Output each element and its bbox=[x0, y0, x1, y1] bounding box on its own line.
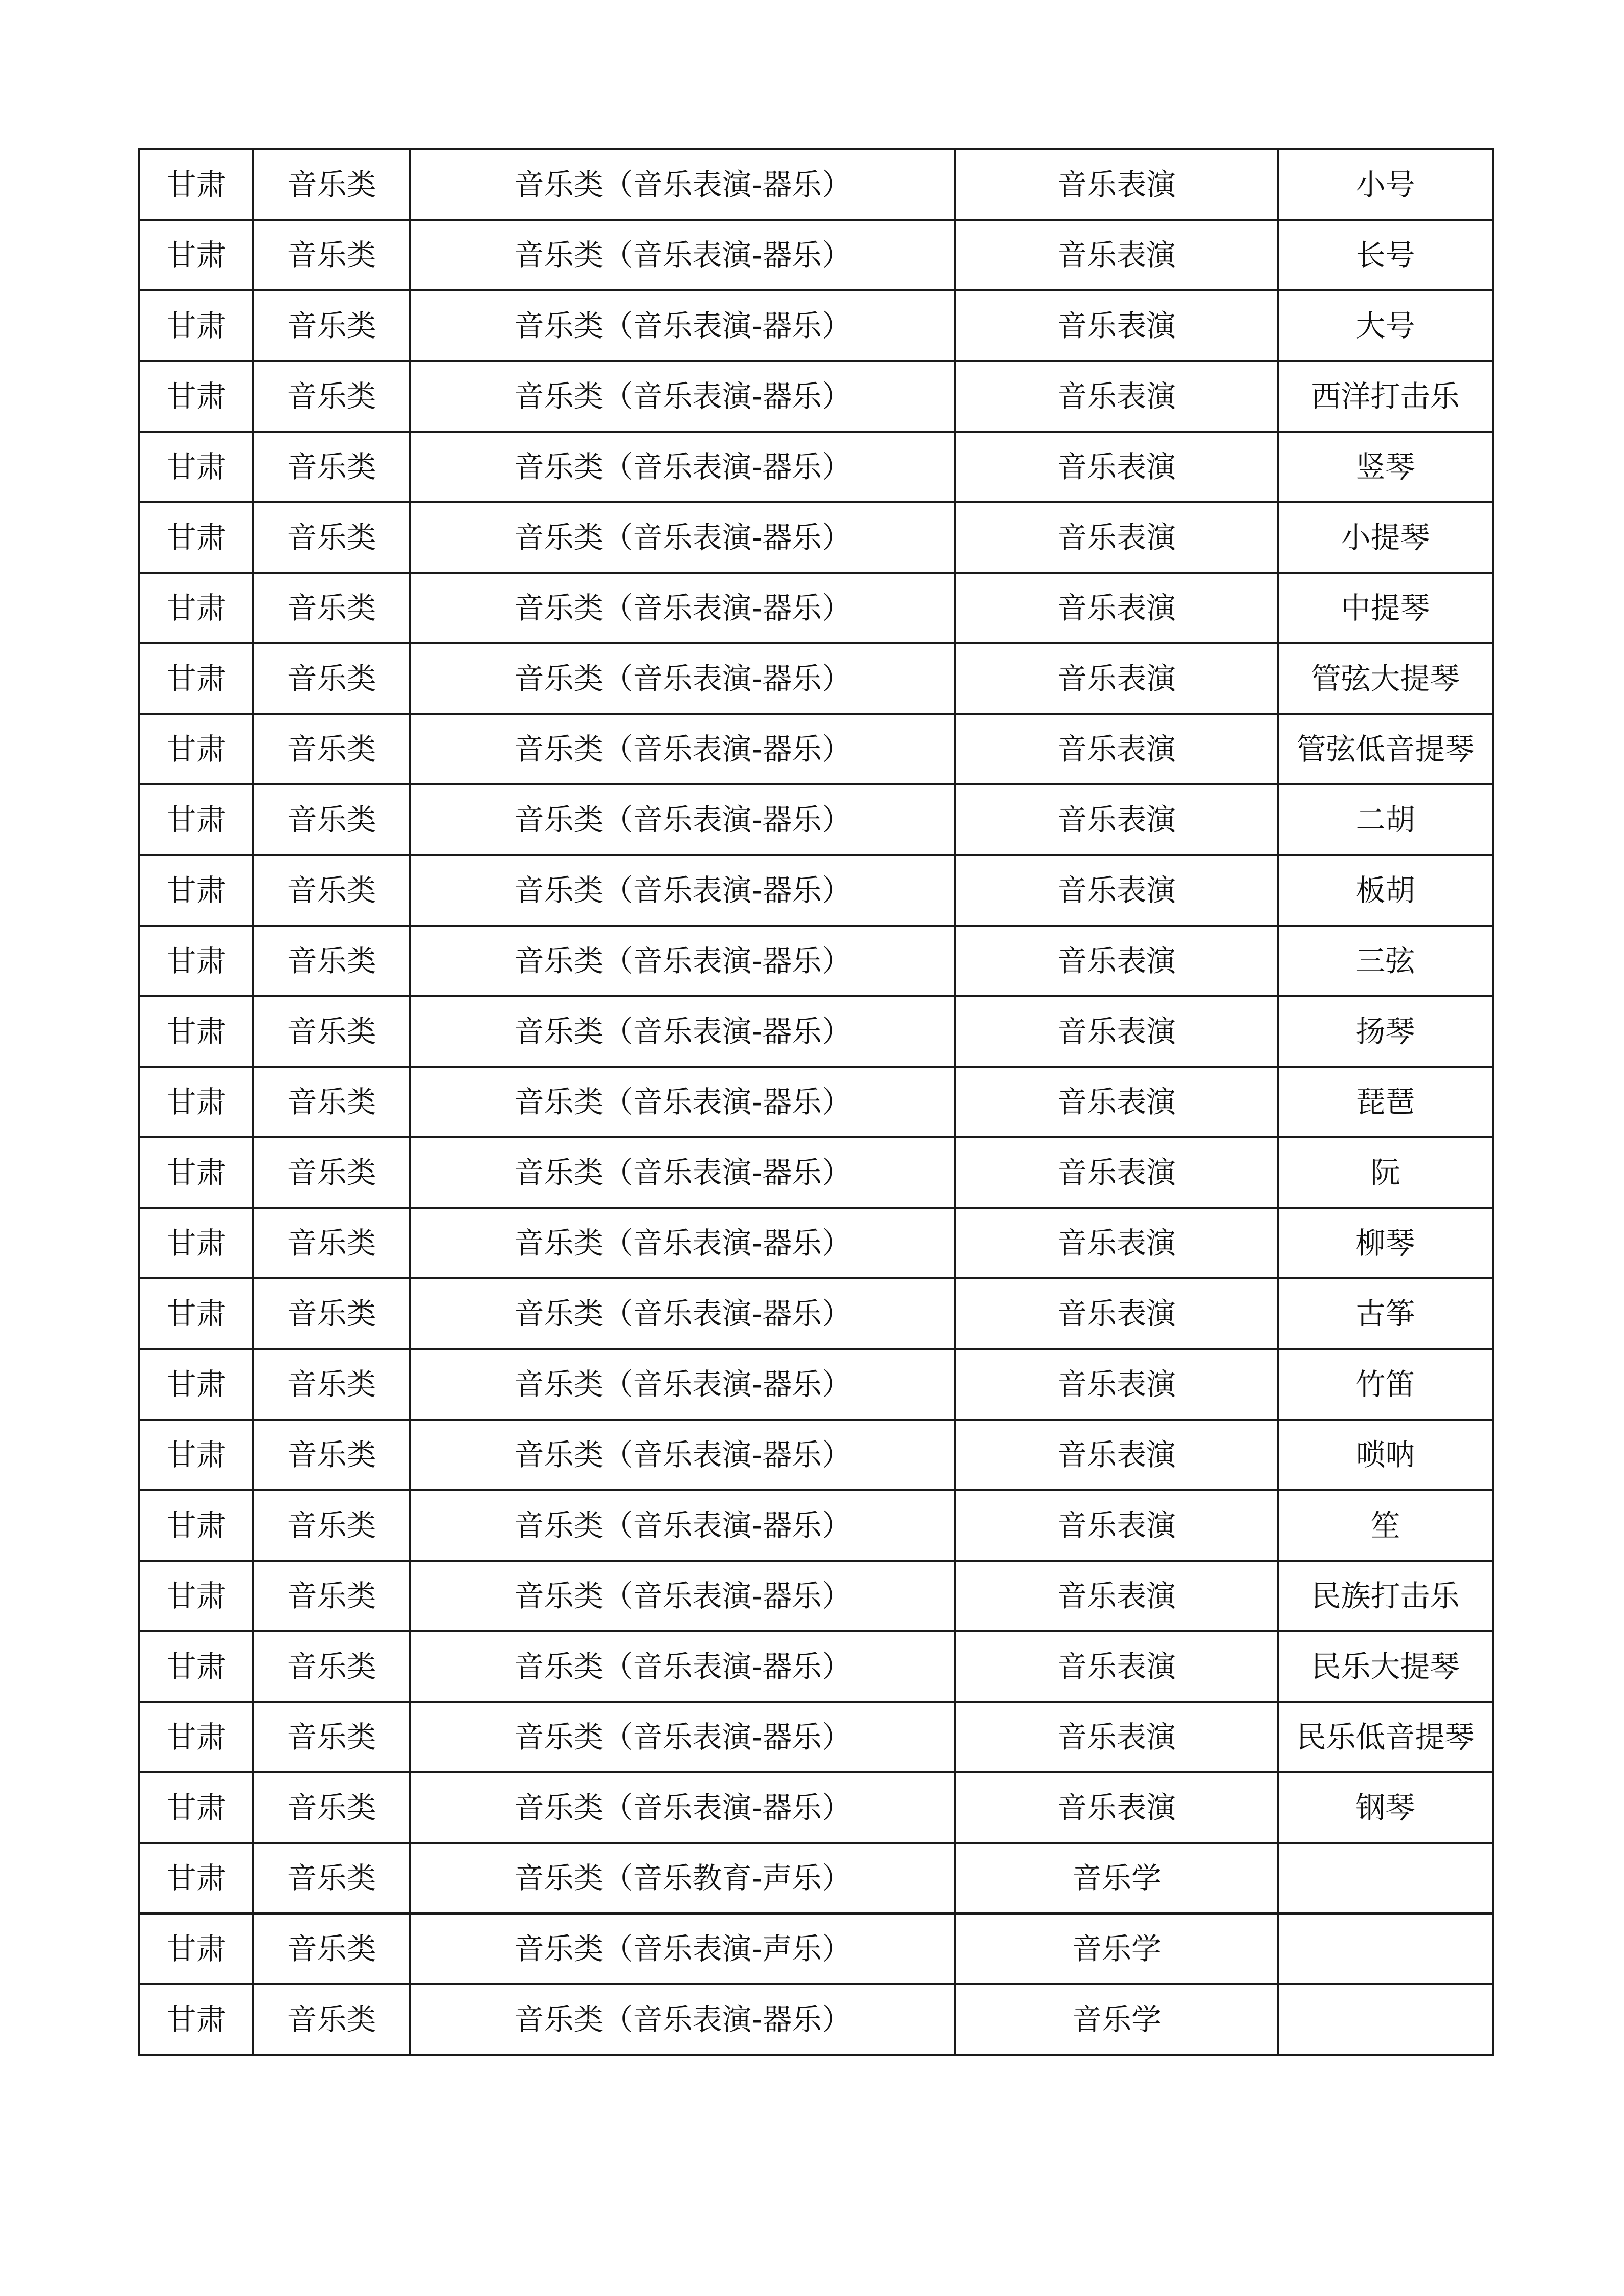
exam-type-cell: 音乐类（音乐表演-器乐） bbox=[410, 290, 955, 361]
exam-type-cell: 音乐类（音乐表演-器乐） bbox=[410, 996, 955, 1067]
instrument-cell: 唢呐 bbox=[1278, 1420, 1493, 1490]
major-cell: 音乐表演 bbox=[955, 149, 1278, 220]
instrument-cell: 钢琴 bbox=[1278, 1772, 1493, 1843]
instrument-cell: 民乐大提琴 bbox=[1278, 1631, 1493, 1702]
major-cell: 音乐表演 bbox=[955, 784, 1278, 855]
province-cell: 甘肃 bbox=[139, 1420, 253, 1490]
exam-type-cell: 音乐类（音乐表演-器乐） bbox=[410, 432, 955, 502]
exam-type-cell: 音乐类（音乐表演-器乐） bbox=[410, 855, 955, 926]
category-cell: 音乐类 bbox=[253, 1772, 410, 1843]
exam-type-cell: 音乐类（音乐表演-器乐） bbox=[410, 1208, 955, 1278]
category-cell: 音乐类 bbox=[253, 1561, 410, 1631]
table-row bbox=[139, 361, 1493, 432]
exam-type-cell: 音乐类（音乐表演-器乐） bbox=[410, 926, 955, 996]
category-cell: 音乐类 bbox=[253, 855, 410, 926]
exam-type-cell: 音乐类（音乐表演-器乐） bbox=[410, 1349, 955, 1420]
category-cell: 音乐类 bbox=[253, 784, 410, 855]
province-cell: 甘肃 bbox=[139, 1843, 253, 1914]
province-cell: 甘肃 bbox=[139, 1067, 253, 1137]
table-row bbox=[139, 714, 1493, 784]
province-cell: 甘肃 bbox=[139, 714, 253, 784]
category-cell: 音乐类 bbox=[253, 1490, 410, 1561]
instrument-cell: 西洋打击乐 bbox=[1278, 361, 1493, 432]
major-cell: 音乐表演 bbox=[955, 1278, 1278, 1349]
major-cell: 音乐表演 bbox=[955, 926, 1278, 996]
table-row bbox=[139, 502, 1493, 573]
province-cell: 甘肃 bbox=[139, 573, 253, 643]
instrument-cell: 三弦 bbox=[1278, 926, 1493, 996]
major-cell: 音乐表演 bbox=[955, 502, 1278, 573]
province-cell: 甘肃 bbox=[139, 220, 253, 290]
data-table bbox=[138, 148, 1494, 2056]
table-row bbox=[139, 1137, 1493, 1208]
exam-type-cell: 音乐类（音乐表演-器乐） bbox=[410, 573, 955, 643]
category-cell: 音乐类 bbox=[253, 290, 410, 361]
major-cell: 音乐表演 bbox=[955, 1772, 1278, 1843]
province-cell: 甘肃 bbox=[139, 432, 253, 502]
instrument-cell: 管弦低音提琴 bbox=[1278, 714, 1493, 784]
table-row bbox=[139, 1702, 1493, 1772]
category-cell: 音乐类 bbox=[253, 432, 410, 502]
category-cell: 音乐类 bbox=[253, 149, 410, 220]
major-cell: 音乐表演 bbox=[955, 996, 1278, 1067]
category-cell: 音乐类 bbox=[253, 996, 410, 1067]
table-row bbox=[139, 1631, 1493, 1702]
province-cell: 甘肃 bbox=[139, 1772, 253, 1843]
instrument-cell: 竹笛 bbox=[1278, 1349, 1493, 1420]
instrument-cell: 柳琴 bbox=[1278, 1208, 1493, 1278]
table-row bbox=[139, 1420, 1493, 1490]
category-cell: 音乐类 bbox=[253, 1278, 410, 1349]
category-cell: 音乐类 bbox=[253, 1914, 410, 1984]
province-cell: 甘肃 bbox=[139, 1984, 253, 2055]
table-row bbox=[139, 1278, 1493, 1349]
category-cell: 音乐类 bbox=[253, 361, 410, 432]
instrument-cell: 竖琴 bbox=[1278, 432, 1493, 502]
instrument-cell: 扬琴 bbox=[1278, 996, 1493, 1067]
table-row bbox=[139, 149, 1493, 220]
province-cell: 甘肃 bbox=[139, 1914, 253, 1984]
table-row bbox=[139, 1914, 1493, 1984]
instrument-cell: 小号 bbox=[1278, 149, 1493, 220]
major-cell: 音乐表演 bbox=[955, 1420, 1278, 1490]
instrument-cell: 民乐低音提琴 bbox=[1278, 1702, 1493, 1772]
instrument-cell: 二胡 bbox=[1278, 784, 1493, 855]
table-row bbox=[139, 1561, 1493, 1631]
major-cell: 音乐表演 bbox=[955, 1702, 1278, 1772]
major-cell: 音乐表演 bbox=[955, 361, 1278, 432]
instrument-cell bbox=[1278, 1984, 1493, 2055]
category-cell: 音乐类 bbox=[253, 714, 410, 784]
province-cell: 甘肃 bbox=[139, 1561, 253, 1631]
province-cell: 甘肃 bbox=[139, 149, 253, 220]
exam-type-cell: 音乐类（音乐表演-器乐） bbox=[410, 1067, 955, 1137]
table-row bbox=[139, 926, 1493, 996]
exam-type-cell: 音乐类（音乐表演-器乐） bbox=[410, 361, 955, 432]
instrument-cell: 小提琴 bbox=[1278, 502, 1493, 573]
instrument-cell: 大号 bbox=[1278, 290, 1493, 361]
category-cell: 音乐类 bbox=[253, 220, 410, 290]
instrument-cell: 古筝 bbox=[1278, 1278, 1493, 1349]
category-cell: 音乐类 bbox=[253, 643, 410, 714]
instrument-cell: 民族打击乐 bbox=[1278, 1561, 1493, 1631]
province-cell: 甘肃 bbox=[139, 1137, 253, 1208]
major-cell: 音乐学 bbox=[955, 1843, 1278, 1914]
instrument-cell: 琵琶 bbox=[1278, 1067, 1493, 1137]
exam-type-cell: 音乐类（音乐表演-器乐） bbox=[410, 1137, 955, 1208]
major-cell: 音乐表演 bbox=[955, 220, 1278, 290]
exam-type-cell: 音乐类（音乐表演-器乐） bbox=[410, 1631, 955, 1702]
exam-type-cell: 音乐类（音乐表演-器乐） bbox=[410, 1772, 955, 1843]
major-cell: 音乐表演 bbox=[955, 432, 1278, 502]
table-row bbox=[139, 996, 1493, 1067]
exam-type-cell: 音乐类（音乐表演-器乐） bbox=[410, 784, 955, 855]
category-cell: 音乐类 bbox=[253, 573, 410, 643]
province-cell: 甘肃 bbox=[139, 1702, 253, 1772]
table-row bbox=[139, 784, 1493, 855]
province-cell: 甘肃 bbox=[139, 926, 253, 996]
major-cell: 音乐表演 bbox=[955, 643, 1278, 714]
table-row bbox=[139, 1208, 1493, 1278]
instrument-cell: 阮 bbox=[1278, 1137, 1493, 1208]
province-cell: 甘肃 bbox=[139, 996, 253, 1067]
major-cell: 音乐表演 bbox=[955, 1631, 1278, 1702]
major-cell: 音乐表演 bbox=[955, 1561, 1278, 1631]
major-cell: 音乐表演 bbox=[955, 714, 1278, 784]
instrument-cell: 笙 bbox=[1278, 1490, 1493, 1561]
exam-type-cell: 音乐类（音乐表演-器乐） bbox=[410, 1561, 955, 1631]
province-cell: 甘肃 bbox=[139, 502, 253, 573]
instrument-cell: 长号 bbox=[1278, 220, 1493, 290]
table-row bbox=[139, 573, 1493, 643]
province-cell: 甘肃 bbox=[139, 1349, 253, 1420]
exam-type-cell: 音乐类（音乐表演-器乐） bbox=[410, 220, 955, 290]
table-row bbox=[139, 1490, 1493, 1561]
major-cell: 音乐表演 bbox=[955, 290, 1278, 361]
instrument-cell bbox=[1278, 1843, 1493, 1914]
province-cell: 甘肃 bbox=[139, 1278, 253, 1349]
province-cell: 甘肃 bbox=[139, 784, 253, 855]
major-cell: 音乐学 bbox=[955, 1914, 1278, 1984]
category-cell: 音乐类 bbox=[253, 1420, 410, 1490]
major-cell: 音乐表演 bbox=[955, 1490, 1278, 1561]
exam-type-cell: 音乐类（音乐表演-器乐） bbox=[410, 1420, 955, 1490]
category-cell: 音乐类 bbox=[253, 1984, 410, 2055]
table-row bbox=[139, 855, 1493, 926]
table-row bbox=[139, 1772, 1493, 1843]
exam-type-cell: 音乐类（音乐表演-声乐） bbox=[410, 1914, 955, 1984]
exam-type-cell: 音乐类（音乐表演-器乐） bbox=[410, 643, 955, 714]
category-cell: 音乐类 bbox=[253, 1137, 410, 1208]
category-cell: 音乐类 bbox=[253, 1702, 410, 1772]
category-cell: 音乐类 bbox=[253, 1843, 410, 1914]
exam-type-cell: 音乐类（音乐表演-器乐） bbox=[410, 502, 955, 573]
major-cell: 音乐表演 bbox=[955, 573, 1278, 643]
table-body bbox=[139, 149, 1493, 2055]
category-cell: 音乐类 bbox=[253, 1067, 410, 1137]
exam-type-cell: 音乐类（音乐表演-器乐） bbox=[410, 1278, 955, 1349]
exam-type-cell: 音乐类（音乐表演-器乐） bbox=[410, 1490, 955, 1561]
category-cell: 音乐类 bbox=[253, 502, 410, 573]
table-row bbox=[139, 1067, 1493, 1137]
exam-type-cell: 音乐类（音乐表演-器乐） bbox=[410, 149, 955, 220]
major-cell: 音乐表演 bbox=[955, 1349, 1278, 1420]
province-cell: 甘肃 bbox=[139, 1208, 253, 1278]
category-cell: 音乐类 bbox=[253, 1631, 410, 1702]
table-row bbox=[139, 1349, 1493, 1420]
major-cell: 音乐学 bbox=[955, 1984, 1278, 2055]
instrument-cell bbox=[1278, 1914, 1493, 1984]
major-cell: 音乐表演 bbox=[955, 1067, 1278, 1137]
table-row bbox=[139, 290, 1493, 361]
table-row bbox=[139, 643, 1493, 714]
instrument-cell: 中提琴 bbox=[1278, 573, 1493, 643]
exam-type-cell: 音乐类（音乐表演-器乐） bbox=[410, 714, 955, 784]
exam-type-cell: 音乐类（音乐表演-器乐） bbox=[410, 1702, 955, 1772]
category-cell: 音乐类 bbox=[253, 1349, 410, 1420]
category-cell: 音乐类 bbox=[253, 926, 410, 996]
major-cell: 音乐表演 bbox=[955, 1208, 1278, 1278]
table-row bbox=[139, 432, 1493, 502]
exam-type-cell: 音乐类（音乐教育-声乐） bbox=[410, 1843, 955, 1914]
province-cell: 甘肃 bbox=[139, 361, 253, 432]
table-row bbox=[139, 220, 1493, 290]
category-cell: 音乐类 bbox=[253, 1208, 410, 1278]
province-cell: 甘肃 bbox=[139, 1631, 253, 1702]
province-cell: 甘肃 bbox=[139, 643, 253, 714]
major-cell: 音乐表演 bbox=[955, 1137, 1278, 1208]
major-cell: 音乐表演 bbox=[955, 855, 1278, 926]
province-cell: 甘肃 bbox=[139, 855, 253, 926]
table-row bbox=[139, 1843, 1493, 1914]
instrument-cell: 板胡 bbox=[1278, 855, 1493, 926]
province-cell: 甘肃 bbox=[139, 290, 253, 361]
instrument-cell: 管弦大提琴 bbox=[1278, 643, 1493, 714]
province-cell: 甘肃 bbox=[139, 1490, 253, 1561]
exam-type-cell: 音乐类（音乐表演-器乐） bbox=[410, 1984, 955, 2055]
table-row bbox=[139, 1984, 1493, 2055]
